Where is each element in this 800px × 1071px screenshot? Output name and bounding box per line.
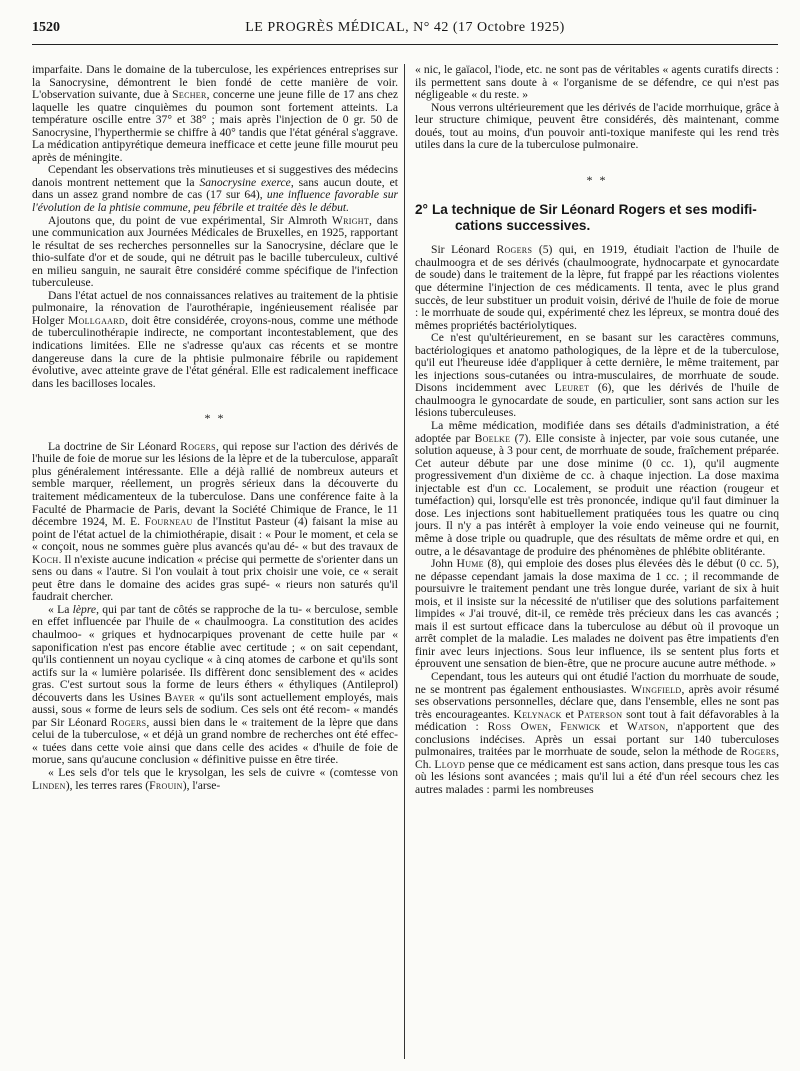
paragraph: La même médication, modifiée dans ses détails d'administration, a été adoptée par Boelke (7). Elle consiste à injecter, par voie sous cutanée, une solution aqueuse, à 3 pour cent, de morrhuate de soude, fraîchement préparée. Cet auteur débute par une dose minime (0 cc. 1), qu'il augmente progressivement d'un dixième de cc. à chaque injection. La dose maxima injectable est d'un cc. Localement, se produit une réaction (rougeur et tuméfaction) qui, lorsqu'elle est très prononcée, indique qu'il faut diminuer la dose. Les injections sont habituellement pratiquées tous les quatre ou cinq jours. Il n'y a pas intérêt à employer la voie endo veineuse qui ne fournit, même à dose triple ou quadruple, que des résultats de même ordre et qui, en outre, a le désavantage de produire des phénomènes de phlébite oblitérante.: [415, 419, 779, 558]
column-divider: [404, 64, 405, 1059]
running-header: [32, 18, 778, 45]
section-number: 2°: [415, 202, 428, 218]
paragraph: Sir Léonard Rogers (5) qui, en 1919, étudiait l'action de l'huile de chaulmoogra et de ses dérivés (chaulmoograte, hydnocarpate et gynocardate de soude) dans le traitement de la lèpre, fut frappé par les réactions violentes que détermine l'injection de ces médicaments. Il tenta, avec le plus grand succès, de leur substituer un produit voisin, dérivé de l'huile de foie de morue : le morrhuate de soude qui, expérimenté chez les lépreux, se montra doué des mêmes propriétés bactériolytiques.: [415, 243, 779, 332]
section-separator: * *: [204, 411, 226, 426]
quotation: « La lèpre, qui par tant de côtés se rapproche de la tu- « berculose, semble en effet influencée par l'huile de « chaulmoogra. La constitution des acides chaulmoo- « griques et hydnocarpiques provenant de cette huile par « saponification n'est pas encore établie avec certitude ; « on sait cependant, qu'ils contiennent un noyau cyclique « à cinq atomes de carbone et qu'ils sont actifs sur la « lumière polarisée. Ils diffèrent donc sensiblement des « acides gras. C'est surtout sous la forme de leurs éthers « éthyliques (Antileprol) découverts dans les Usines Bayer « qu'ils sont actuellement employés, mais aussi, sous « forme de leurs sels de sodium. Ces sels ont été recom- « mandés par Sir Léonard Rogers, aussi bien dans le « traitement de la lèpre que dans celui de la tuberculose, « et déjà un grand nombre de recherches ont été effec- « tuées dans cette voie ainsi que dans celle des acides « d'huile de foie de morue, sans qu'aucune conclusion « définitive puisse en être tirée.: [32, 602, 398, 767]
section-separator: * *: [586, 172, 608, 187]
quotation: « Les sels d'or tels que le krysolgan, les sels de cuivre « (comtesse von Linden), les terres rares (Frouin), l'arse-: [32, 765, 398, 792]
paragraph: Ce n'est qu'ultérieurement, en se basant sur les caractères communs, bactériologiques et anatomo pathologiques, de la lèpre et de la tuberculose, qu'il eut l'heureuse idée d'appliquer à cette dernière, le même traitement, par les injections sous-cutanées ou intra-musculaires, de morrhuate de soude. Disons incidemment avec Leuret (6), que les dérivés de l'huile de chaulmoogra le gynocardate de soude, en particulier, sont sans action sur les lésions tuberculeuses.: [415, 331, 779, 420]
paragraph: Ajoutons que, du point de vue expérimental, Sir Almroth Wright, dans une communication aux Journées Médicales de Bruxelles, en 1925, rapportant le résultat de ses recherches personnelles sur la Sanocrysine, déclare que le thio-sulfate d'or et de soude, qui ne détruit pas le bacille tuberculeux, cultivé en milieu sanguin, ne saurait être considéré comme spécifique de l'infection tuberculeuse.: [32, 213, 398, 290]
running-title: LE PROGRÈS MÉDICAL, N° 42 (17 Octobre 1925): [245, 20, 565, 35]
author-name: Wright: [331, 213, 370, 227]
paragraph: Cependant les observations très minutieuses et si suggestives des médecins danois montrent nettement que la Sanocrysine exerce, sans aucun doute, et dans un assez grand nombre de cas (17 sur 64), une influence favorable sur l'évolution de la phtisie commune, peu fébrile et traitée dès le début.: [32, 163, 398, 215]
right-column: [415, 64, 779, 1059]
paragraph: Cependant, tous les auteurs qui ont étudié l'action du morrhuate de soude, ne se montrent pas également enthousiastes. Wingfield, après avoir résumé ses observations personnelles, déclare que, dans l'ensemble, elles ne sont pas très encourageantes. Kelynack et Paterson sont tout à fait défavorables à la médication : Ross Owen, Fenwick et Watson, n'apportent que des conclusions indécises. Après un essai portant sur 140 tuberculoses pulmonaires, traitées par le morrhuate de soude, selon la méthode de Rogers, Ch. Lloyd pense que ce médicament est sans action, dans presque tous les cas où les lésions sont avancées ; mais qu'il lui a été d'un réel secours chez les autres malades : parmi les nombreuses: [415, 669, 779, 796]
paragraph: imparfaite. Dans le domaine de la tuberculose, les expériences entreprises sur la Sanocrysine, démontrent le bien fondé de cette manière de voir. L'observation suivante, due à Secher, concerne une jeune fille de 17 ans chez laquelle les quatre cinquièmes du poumon sont fortement atteints. La température oscille entre 37° et 38° ; mais après l'injection de 0 gr. 50 de Sanocrysine, l'hyperthermie se chiffre à 40° tandis que l'état général s'aggrave. La médication antipyrétique demeura inefficace et cette jeune fille mourut peu après de méningite.: [32, 64, 398, 164]
author-name: Mollgaard: [67, 313, 125, 327]
emphasis: une influence favorable sur l'évolution de la phtisie commune, peu fébrile et traitée dès le début.: [32, 188, 398, 215]
author-name: Secher: [172, 88, 207, 102]
page-number: 1520: [32, 20, 60, 35]
section-title-line2: cations successives.: [455, 218, 591, 234]
paragraph: Nous verrons ultérieurement que les dérivés de l'acide morrhuique, grâce à leur structure chimique, peuvent être considérés, dès maintenant, comme doués, tout au moins, d'un pouvoir anti-toxique manifeste qui les rend très utiles dans la cure de la tuberculose pulmonaire.: [415, 100, 779, 152]
paragraph: John Hume (8), qui emploie des doses plus élevées dès le début (0 cc. 5), ne dépasse cependant jamais la dose maxima de 1 cc. ; il recommande de poursuivre le traitement pendant une très longue durée, variant de six à huit mois, et il insiste sur la nécessité de n'utiliser que des solutions parfaitement limpides « J'ai trouvé, dit-il, ce remède très précieux dans les cas avancés ; mais il est surtout efficace dans la tuberculose au début où il provoque un arrêt complet de la maladie. Les malades ne doivent pas être impatients d'en finir avec leurs injections. Sous leur influence, ils se sentent plus forts et éprouvent une sensation de bien-être, que ne procure aucune autre méthode. »: [415, 557, 779, 671]
paragraph: La doctrine de Sir Léonard Rogers, qui repose sur l'action des dérivés de l'huile de foie de morue sur les lésions de la lèpre et de la tuberculose, apparaît plus généralement intéressante. Elle a déjà rallié de nombreux auteurs et semble marquer, réellement, un progrès sérieux dans la découverte du traitement médicamenteux de la tuberculose. Dans une conférence faite à la Faculté de Pharmacie de Paris, devant la Société Chimique de France, le 11 décembre 1924, M. E. Fourneau de l'Institut Pasteur (4) faisant la mise au point de l'état actuel de la chimiothérapie, disait : « Pour le moment, et cela se « conçoit, nous ne sommes guère plus avancés qu'au dé- « but des travaux de Koch. Il n'existe aucune indication « précise qui permette de s'orienter dans un sens ou dans « l'autre. Si l'on voulait à tout prix choisir une voie, ce « serait peut être dans le domaine des acides gras supé- « rieurs non saturés qu'il faudrait chercher.: [32, 439, 398, 604]
section-heading: [415, 202, 779, 234]
quotation: « nic, le gaïacol, l'iode, etc. ne sont pas de véritables « agents curatifs directs : ils permettent sans doute à « l'organisme de se défendre, ce qui n'est pas négligeable « du reste. »: [415, 64, 779, 102]
left-column: [32, 64, 398, 1059]
paragraph: Dans l'état actuel de nos connaissances relatives au traitement de la phtisie pulmonaire, la rénovation de l'aurothérapie, ingénieusement réalisée par Holger Mollgaard, doit être considérée, croyons-nous, comme une méthode de tuberculinothérapie indirecte, ne comportant incontestablement, que des indications limitées. Elle ne s'adresse qu'aux cas récents et se montre dangereuse dans la cure de la phtisie pulmonaire fébrile ou rapidement évolutive, avec atteinte grave de l'état général. Elle est radicalement inefficace dans les bacilloses locales.: [32, 288, 398, 390]
section-title-line1: La technique de Sir Léonard Rogers et ses modifi-: [432, 202, 757, 218]
